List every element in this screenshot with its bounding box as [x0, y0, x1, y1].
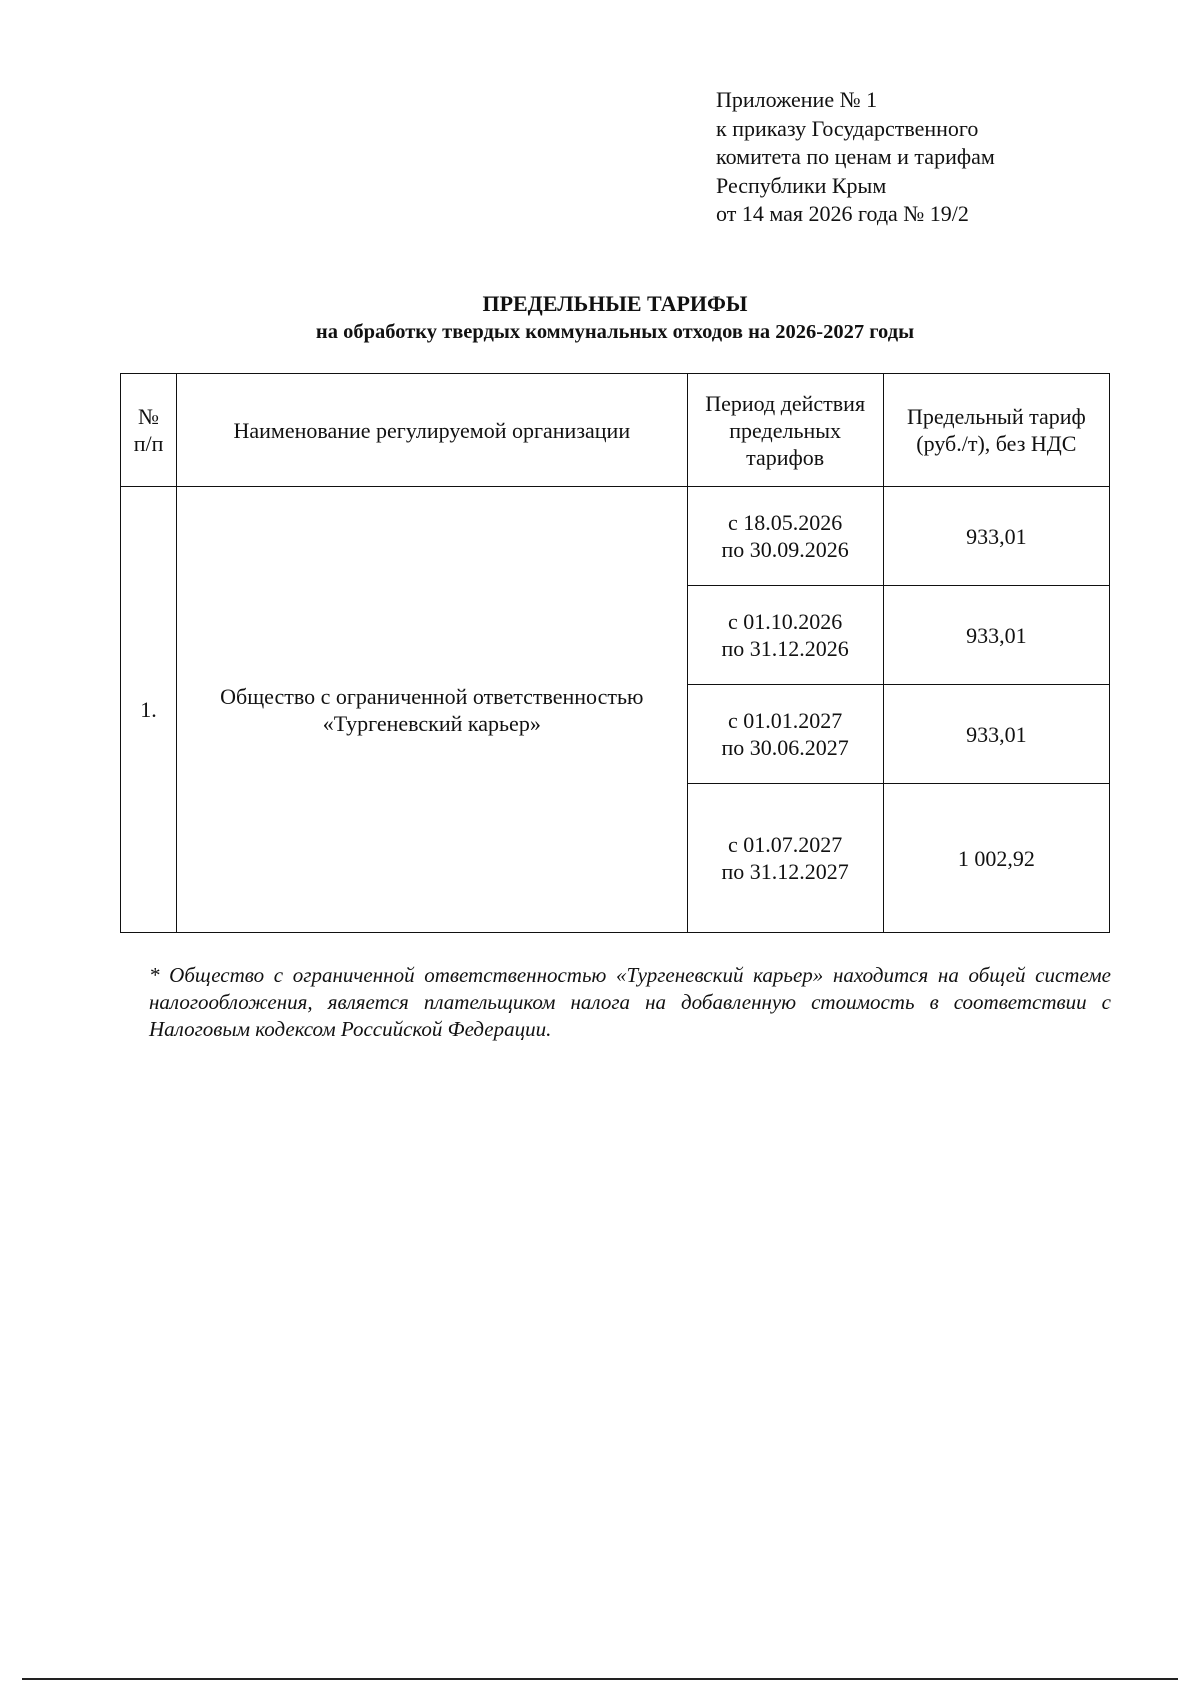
header-period: Период действия предельных тарифов: [687, 374, 883, 487]
period-cell: [687, 784, 883, 933]
annex-line: Приложение № 1: [716, 87, 878, 112]
period-from: с 01.10.2026: [728, 609, 843, 634]
tariff-cell: 933,01: [883, 685, 1109, 784]
period-to: по 30.06.2027: [721, 735, 849, 760]
period-to: по 31.12.2026: [721, 636, 849, 661]
period-from: с 01.01.2027: [728, 708, 843, 733]
period-from: с 18.05.2026: [728, 510, 843, 535]
annex-line: комитета по ценам и тарифам: [716, 144, 995, 169]
tariff-cell: 1 002,92: [883, 784, 1109, 933]
org-number: 1.: [121, 487, 177, 933]
annex-line: от 14 мая 2026 года № 19/2: [716, 201, 969, 226]
tariff-cell: 933,01: [883, 487, 1109, 586]
footnote: * Общество с ограниченной ответственностью «Тургеневский карьер» находится на общей системе налогообложения, является плательщиком налога на добавленную стоимость в соответствии с Налоговым кодексом Российской Федерации.: [149, 963, 1111, 1041]
table-header-row: [121, 374, 1110, 487]
period-cell: [687, 487, 883, 586]
document-title: ПРЕДЕЛЬНЫЕ ТАРИФЫ: [482, 291, 748, 316]
annex-header: [716, 86, 995, 229]
period-to: по 30.09.2026: [721, 537, 849, 562]
tariffs-table: [120, 373, 1110, 933]
table-row: [121, 487, 1110, 586]
period-cell: [687, 586, 883, 685]
period-cell: [687, 685, 883, 784]
bottom-divider: [22, 1678, 1178, 1680]
header-tariff: Предельный тариф (руб./т), без НДС: [883, 374, 1109, 487]
document-subtitle: на обработку твердых коммунальных отходов на 2026-2027 годы: [315, 321, 915, 343]
annex-line: Республики Крым: [716, 172, 887, 198]
period-from: с 01.07.2027: [728, 832, 843, 857]
header-num: № п/п: [121, 374, 177, 487]
annex-line: к приказу Государственного: [716, 115, 979, 141]
period-to: по 31.12.2027: [721, 859, 849, 884]
org-name: Общество с ограниченной ответственностью «Тургеневский карьер»: [177, 487, 688, 933]
header-org: Наименование регулируемой организации: [177, 374, 688, 487]
tariff-cell: 933,01: [883, 586, 1109, 685]
title-block: [120, 290, 1110, 346]
